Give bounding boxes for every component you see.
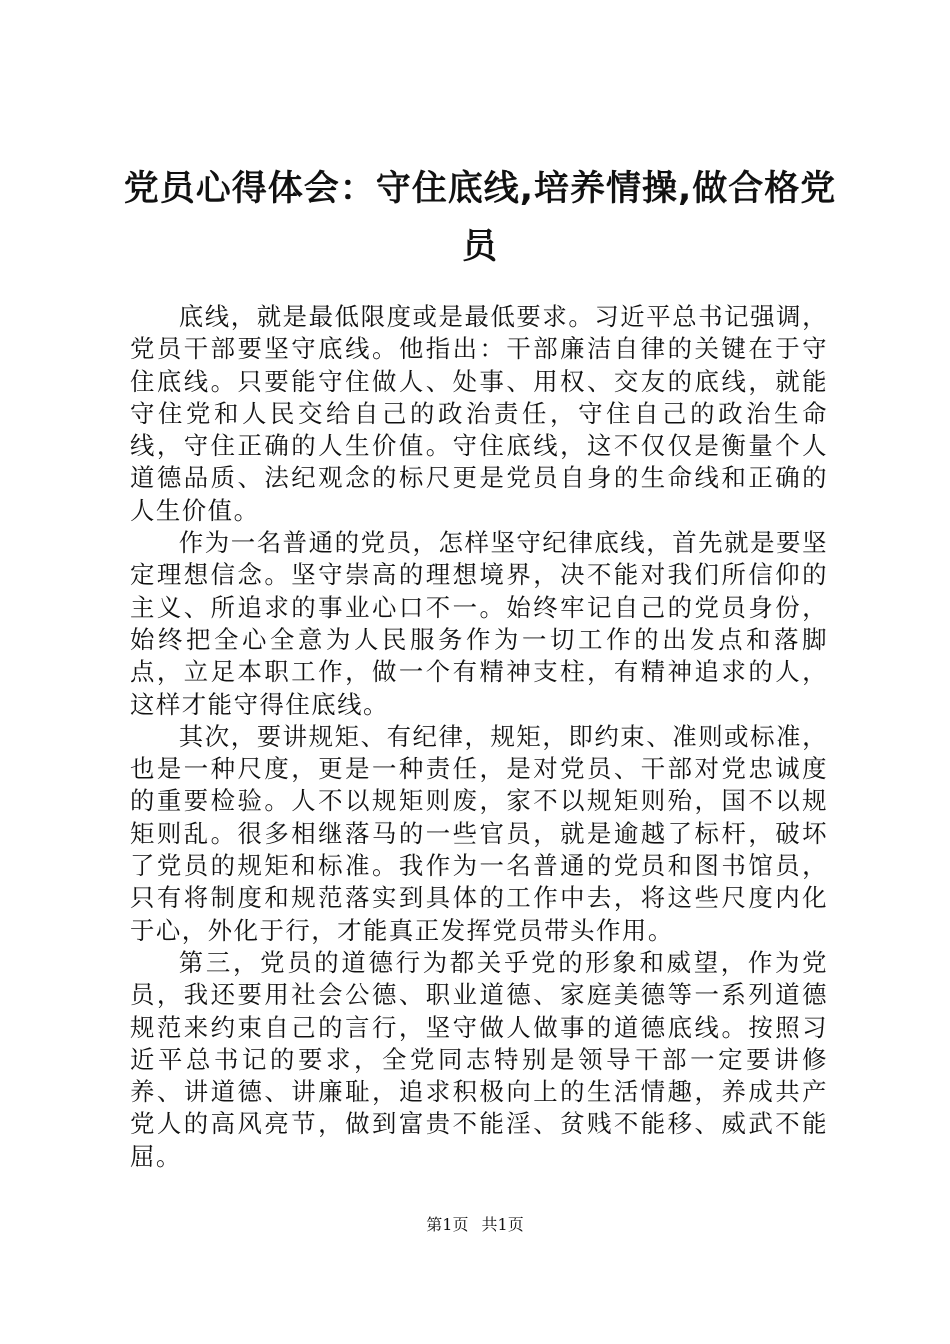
document-title: 党员心得体会：守住底线,培养情操,做合格党员 [123,169,837,267]
paragraph: 其次，要讲规矩、有纪律，规矩，即约束、准则或标准，也是一种尺度，更是一种责任，是对党员、干部对党忠诚度的重要检验。人不以规矩则废，家不以规矩则殆，国不以规矩则乱。很多相继落马的一些官员，就是逾越了标杆，破坏了党员的规矩和标准。我作为一名普通的党员和图书馆员，只有将制度和规范落实到具体的工作中去，将这些尺度内化于心，外化于行，才能真正发挥党员带头作用。 [130,721,828,945]
page-footer [0,1214,950,1236]
paragraph: 作为一名普通的党员，怎样坚守纪律底线，首先就是要坚定理想信念。坚守崇高的理想境界，决不能对我们所信仰的主义、所追求的事业心口不一。始终牢记自己的党员身份，始终把全心全意为人民服务作为一切工作的出发点和落脚点，立足本职工作，做一个有精神支柱，有精神追求的人，这样才能守得住底线。 [130,528,828,719]
page-number: 第1页 [426,1215,469,1234]
paragraph: 第三，党员的道德行为都关乎党的形象和威望，作为党员，我还要用社会公德、职业道德、家庭美德等一系列道德规范来约束自己的言行，坚守做人做事的道德底线。按照习近平总书记的要求，全党同志特别是领导干部一定要讲修养、讲道德、讲廉耻，追求积极向上的生活情趣，养成共产党人的高风亮节，做到富贵不能淫、贫贱不能移、威武不能屈。 [130,947,828,1171]
paragraph: 底线，就是最低限度或是最低要求。习近平总书记强调，党员干部要坚守底线。他指出：干部廉洁自律的关键在于守住底线。只要能守住做人、处事、用权、交友的底线，就能守住党和人民交给自己的政治责任，守住自己的政治生命线，守住正确的人生价值。守住底线，这不仅仅是衡量个人道德品质、法纪观念的标尺更是党员自身的生命线和正确的人生价值。 [130,302,828,525]
document-body [130,301,828,1173]
page-total: 共1页 [481,1215,524,1234]
